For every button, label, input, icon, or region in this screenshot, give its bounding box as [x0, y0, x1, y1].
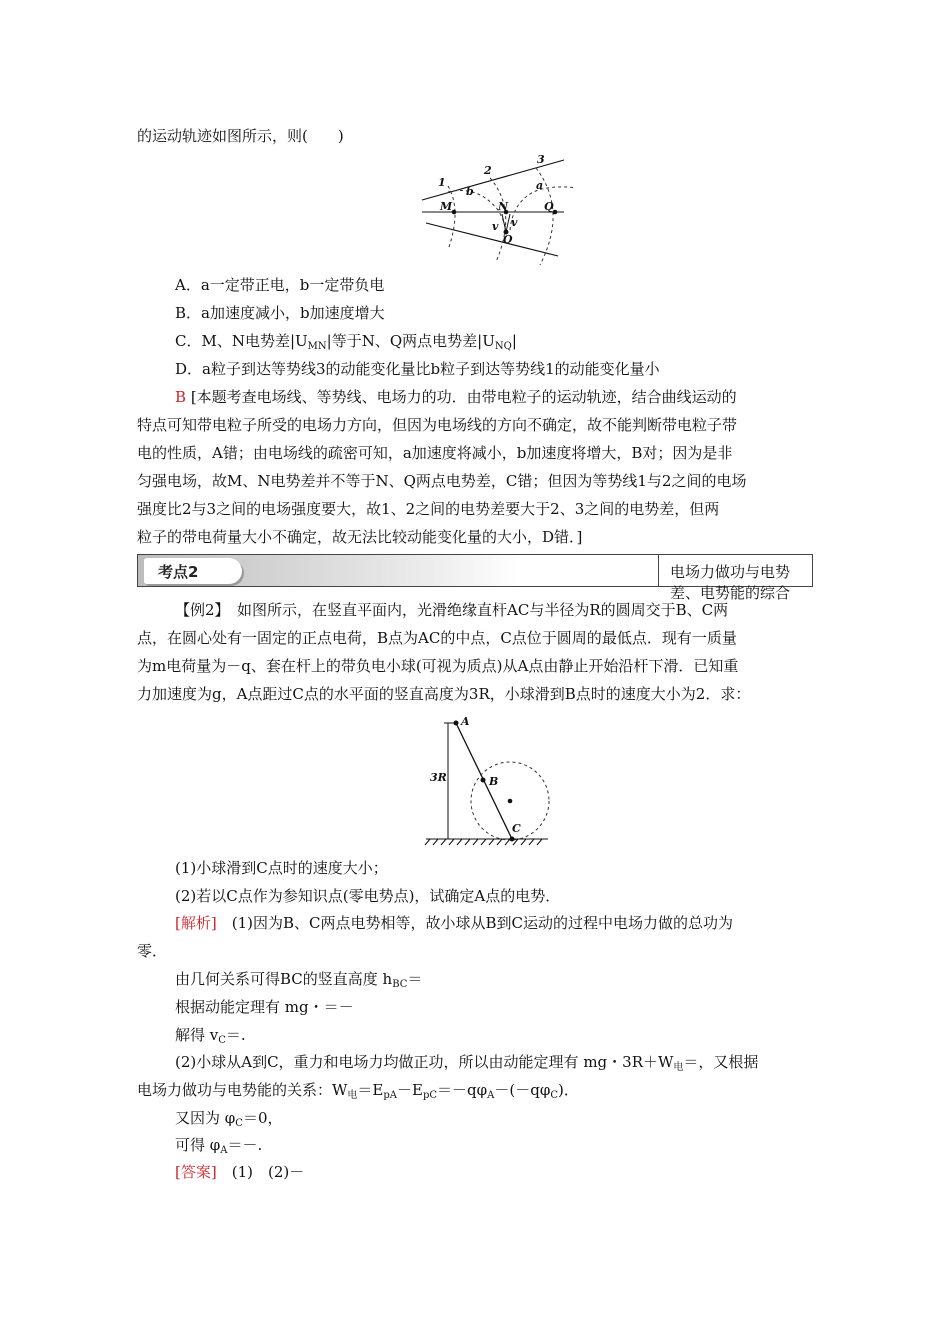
figure-field-lines	[418, 150, 578, 265]
section-tag: 考点2	[144, 558, 242, 584]
fig1-label: v	[511, 216, 518, 229]
fig1-label: O	[503, 233, 513, 246]
answer-explanation-line: 强度比2与3之间的电场强度要大，故1、2之间的电势差要大于2、3之间的电势差，但两	[137, 500, 720, 518]
solution-line: 解得 $v_C=$.	[175, 1026, 246, 1046]
example-line: 为m电荷量为－q、套在杆上的带负电小球(可视为质点)从A点由静止开始沿杆下滑．已知重	[137, 657, 739, 675]
answer-explanation-line: B [本题考查电场线、等势线、电场力的功．由带电粒子的运动轨迹，结合曲线运动的	[175, 388, 737, 406]
fig1-label: 1	[438, 176, 446, 189]
option-d: D．a粒子到达等势线3的动能变化量比b粒子到达等势线1的动能变化量小	[175, 360, 660, 378]
answer-explanation-line: 匀强电场，故M、N电势差并不等于N、Q两点电势差，C错；但因为等势线1与2之间的电场	[137, 472, 747, 490]
solution-line: 由几何关系可得BC的竖直高度 $h_{BC}=$	[175, 970, 423, 990]
solution-line: 电场力做功与电势能的关系：$W_电=E_{pA}-E_{pC}=-q\varphi_A-(-q\varphi_C)$．	[137, 1081, 579, 1101]
example-line: 【例2】 如图所示，在竖直平面内，光滑绝缘直杆AC与半径为R的圆周交于B、C两	[175, 601, 729, 619]
solution-label: [解析]	[175, 914, 217, 932]
option-c: C．M、N电势差$|U_{MN}|$等于N、Q两点电势差$|U_{NQ}|$	[175, 332, 517, 352]
section-banner	[137, 554, 813, 602]
fig1-label: 3	[537, 153, 545, 166]
fig1-label: M	[440, 200, 453, 213]
solution-line: 又因为 $\varphi_C=0$，	[175, 1109, 283, 1129]
fig1-label: a	[536, 179, 544, 192]
answer-line: [答案] (1) (2)－	[175, 1163, 305, 1181]
fig1-label: v	[492, 220, 499, 233]
solution-line: 零．	[137, 942, 168, 960]
example-label: 【例2】	[175, 601, 223, 619]
figure-rod-circle	[408, 715, 550, 847]
answer-explanation-line: 电的性质，A错；由电场线的疏密可知，a加速度将减小，b加速度将增大，B对；因为是非	[137, 444, 733, 462]
fig2-label: 3R	[430, 771, 447, 784]
fig1-label: Q	[544, 200, 554, 213]
example-line: 力加速度为g，A点距过C点的水平面的竖直高度为3R，小球滑到B点时的速度大小为2．求：	[137, 685, 751, 703]
fig1-label: 2	[484, 164, 492, 177]
answer-letter: B	[175, 388, 187, 406]
answer-explanation-line: 特点可知带电粒子所受的电场力方向，但因为电场线的方向不确定，故不能判断带电粒子带	[137, 416, 738, 434]
fig2-label: C	[512, 822, 521, 835]
solution-line: 可得 $\varphi_A=-$.	[175, 1136, 263, 1156]
question-1: (1)小球滑到C点时的速度大小；	[175, 859, 388, 877]
solution-line: 根据动能定理有 mg・＝－	[175, 998, 354, 1016]
question-intro: 的运动轨迹如图所示，则( )	[137, 127, 344, 145]
solution-line: [解析] (1)因为B、C两点电势相等，故小球从B到C运动的过程中电场力做的总功为	[175, 914, 733, 932]
example-line: 点，在圆心处有一固定的正点电荷，B点为AC的中点，C点位于圆周的最低点．现有一质量	[137, 629, 737, 647]
fig2-label: B	[489, 775, 499, 788]
fig2-label: A	[461, 715, 470, 728]
option-a: A．a一定带正电，b一定带负电	[175, 276, 385, 294]
answer-label: [答案]	[175, 1163, 217, 1181]
option-b: B．a加速度减小，b加速度增大	[175, 304, 385, 322]
section-title: 电场力做功与电势差、电势能的综合	[670, 563, 791, 602]
question-2: (2)若以C点作为参知识点(零电势点)，试确定A点的电势．	[175, 887, 561, 905]
fig1-label: b	[466, 185, 474, 198]
solution-line: (2)小球从A到C，重力和电场力均做正功，所以由动能定理有 mg・$3R+W_电=$，又根据	[175, 1053, 759, 1073]
point-M	[452, 210, 457, 215]
answer-explanation-line: 粒子的带电荷量大小不确定，故无法比较动能变化量的大小，D错．]	[137, 528, 583, 546]
fig1-label: N	[498, 200, 509, 213]
